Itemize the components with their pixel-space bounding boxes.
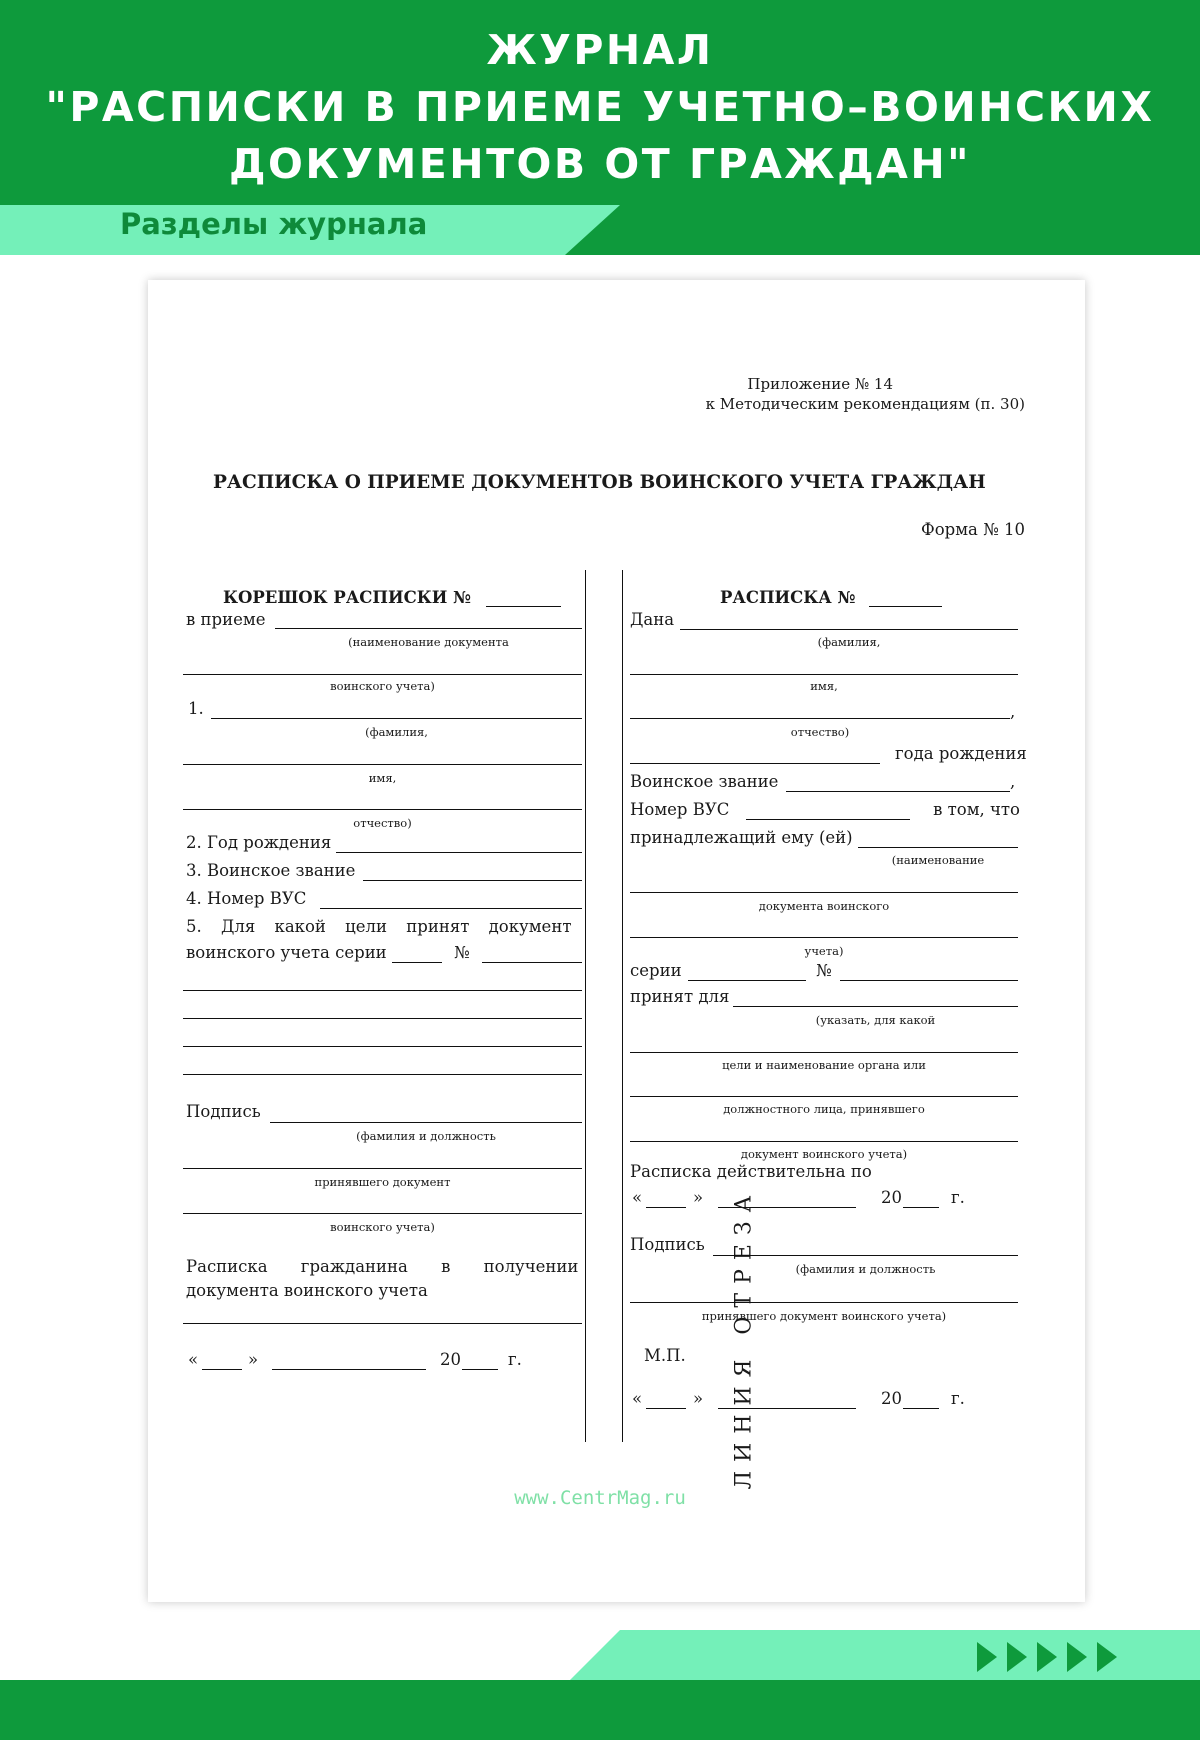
receipt-surname-field[interactable] [680, 629, 1018, 630]
receipt-rank-field[interactable] [786, 791, 1010, 792]
stub-signature-field[interactable] [270, 1122, 582, 1123]
receipt-comma-2: , [1010, 772, 1016, 791]
stub-purpose-line-4[interactable] [183, 1074, 582, 1075]
stub-vus-field[interactable] [320, 908, 582, 909]
stub-date-month-field[interactable] [272, 1369, 426, 1370]
stub-item-4: 4. Номер ВУС [186, 889, 307, 908]
next-arrows-icon[interactable] [975, 1640, 1145, 1678]
receipt-vus-label: Номер ВУС [630, 800, 730, 819]
receipt-name-field[interactable] [630, 674, 1018, 675]
stub-purpose-line-1[interactable] [183, 990, 582, 991]
receipt-date-year-field[interactable] [903, 1408, 939, 1409]
receipt-date-month-field[interactable] [718, 1408, 856, 1409]
receipt-date-day-field[interactable] [646, 1408, 686, 1409]
receipt-purpose-field-2[interactable] [630, 1096, 1018, 1097]
document-title: РАСПИСКА О ПРИЕМЕ ДОКУМЕНТОВ ВОИНСКОГО УЧЕТА ГРАЖДАН [213, 472, 986, 493]
stub-doc-name-field-2[interactable] [183, 674, 582, 675]
stub-date-year: 20 [440, 1350, 461, 1369]
receipt-purpose-field-3[interactable] [630, 1141, 1018, 1142]
receipt-hint-accepted-full: принявшего документ воинского учета) [701, 1309, 947, 1323]
stub-doc-name-field[interactable] [275, 628, 582, 629]
page-title [0, 22, 1200, 193]
stub-number-sign: № [454, 943, 470, 962]
cut-line-label: ЛИНИЯ ОТРЕЗА [731, 1186, 757, 1490]
stub-name-field[interactable] [183, 764, 582, 765]
stub-date-year-field[interactable] [462, 1369, 498, 1370]
receipt-vus-field[interactable] [746, 819, 910, 820]
stub-hint-patronymic: отчество) [353, 816, 412, 830]
receipt-doc-number-field[interactable] [840, 980, 1018, 981]
receipt-date-year: 20 [881, 1389, 902, 1408]
receipt-heading: РАСПИСКА № [720, 588, 856, 607]
stub-item-3: 3. Воинское звание [186, 861, 356, 880]
stub-doc-number-field[interactable] [482, 962, 582, 963]
receipt-patronymic-field[interactable] [630, 718, 1010, 719]
stub-date-open: « [188, 1350, 199, 1369]
receipt-doc-field-2[interactable] [630, 937, 1018, 938]
stub-date-g: г. [508, 1350, 522, 1369]
receipt-comma-1: , [1010, 702, 1016, 721]
stub-patronymic-field[interactable] [183, 809, 582, 810]
cut-line-left [585, 570, 586, 1442]
stub-number-field[interactable] [486, 606, 561, 607]
receipt-accepted-for-field[interactable] [733, 1006, 1018, 1007]
form-number: Форма № 10 [921, 520, 1025, 539]
receipt-number-field[interactable] [869, 606, 942, 607]
receipt-hint-patronymic: отчество) [790, 725, 850, 739]
stub-hint-name: имя, [368, 771, 397, 785]
receipt-birth-year-label: года рождения [895, 744, 1027, 763]
receipt-hint-name: имя, [810, 679, 838, 693]
stub-surname-field[interactable] [211, 718, 582, 719]
receipt-stamp: М.П. [644, 1346, 686, 1365]
receipt-hint-naming: (наименование [891, 853, 985, 867]
receipt-valid-day-field[interactable] [646, 1207, 686, 1208]
receipt-birth-year-field[interactable] [630, 763, 880, 764]
section-label: Разделы журнала [120, 207, 428, 241]
stub-series-field[interactable] [392, 962, 442, 963]
receipt-hint-surname: (фамилия, [817, 635, 881, 649]
title-line-3: ДОКУМЕНТОВ ОТ ГРАЖДАН" [228, 140, 972, 188]
stub-hint-doc-name: (наименование документа [348, 635, 509, 649]
stub-item-5-line-1: 5. Для какой цели принят документ [186, 917, 572, 936]
receipt-valid-month-field[interactable] [718, 1207, 856, 1208]
stub-purpose-line-3[interactable] [183, 1046, 582, 1047]
receipt-date-close: » [693, 1389, 704, 1408]
receipt-valid-date-open: « [632, 1188, 643, 1207]
receipt-hint-acc: учета) [804, 944, 844, 958]
receipt-series-field[interactable] [688, 980, 806, 981]
stub-hint-accepted-doc: принявшего документ [314, 1175, 451, 1189]
stub-date-close: » [248, 1350, 259, 1369]
receipt-hint-doc-mil: документа воинского [758, 899, 890, 913]
receipt-valid-date-close: » [693, 1188, 704, 1207]
stub-rank-field[interactable] [363, 880, 582, 881]
stub-hint-mil-acc: воинского учета) [330, 679, 435, 693]
stub-hint-mil-acc-2: воинского учета) [330, 1220, 435, 1234]
document-page [148, 280, 1085, 1602]
receipt-date-open: « [632, 1389, 643, 1408]
appendix-line-2: к Методическим рекомендациям (п. 30) [705, 395, 1025, 413]
stub-heading: КОРЕШОК РАСПИСКИ № [223, 588, 471, 607]
footer-bar [0, 1680, 1200, 1740]
receipt-valid-until: Расписка действительна по [630, 1162, 872, 1181]
receipt-signature-label: Подпись [630, 1235, 705, 1254]
stub-birth-year-field[interactable] [336, 852, 582, 853]
receipt-valid-g: г. [951, 1188, 965, 1207]
stub-item-2: 2. Год рождения [186, 833, 332, 852]
receipt-in-that: в том, что [933, 800, 1020, 819]
stub-mil-acc-field[interactable] [183, 1213, 582, 1214]
stub-in-receipt: в приеме [186, 610, 266, 629]
receipt-given: Дана [630, 610, 675, 629]
receipt-number-sign: № [816, 961, 832, 980]
stub-item-1: 1. [188, 699, 204, 718]
stub-receipt-signature-field[interactable] [183, 1323, 582, 1324]
stub-accepted-doc-field[interactable] [183, 1168, 582, 1169]
receipt-signature-field[interactable] [713, 1255, 1018, 1256]
receipt-hint-name-position: (фамилия и должность [795, 1262, 936, 1276]
receipt-rank-label: Воинское звание [630, 772, 779, 791]
receipt-hint-doc-acc: документ воинского учета) [740, 1147, 908, 1161]
stub-hint-name-position: (фамилия и должность [356, 1129, 496, 1143]
receipt-purpose-field-1[interactable] [630, 1052, 1018, 1053]
stub-receipt-line-1: Расписка гражданина в получении [186, 1257, 579, 1276]
receipt-accepted-for-label: принят для [630, 987, 730, 1006]
stub-purpose-line-2[interactable] [183, 1018, 582, 1019]
stub-receipt-line-2: документа воинского учета [186, 1281, 428, 1300]
stub-date-day-field[interactable] [202, 1369, 242, 1370]
receipt-series-label: серии [630, 961, 682, 980]
receipt-valid-year: 20 [881, 1188, 902, 1207]
receipt-doc-field-1[interactable] [630, 892, 1018, 893]
receipt-valid-year-field[interactable] [903, 1207, 939, 1208]
receipt-date-g: г. [951, 1389, 965, 1408]
title-line-2: "РАСПИСКИ В ПРИЕМЕ УЧЕТНО–ВОИНСКИХ [45, 83, 1155, 131]
receipt-hint-purpose: цели и наименование органа или [722, 1058, 926, 1072]
receipt-hint-official: должностного лица, принявшего [723, 1102, 925, 1116]
watermark: www.CentrMag.ru [514, 1487, 686, 1509]
stub-item-5-line-2: воинского учета серии [186, 943, 387, 962]
title-line-1: ЖУРНАЛ [486, 26, 714, 74]
stub-signature-label: Подпись [186, 1102, 261, 1121]
stub-hint-surname: (фамилия, [365, 725, 428, 739]
receipt-accepted-full-field[interactable] [630, 1302, 1018, 1303]
receipt-belonging-field[interactable] [858, 847, 1018, 848]
receipt-belonging-label: принадлежащий ему (ей) [630, 828, 853, 847]
appendix-line-1: Приложение № 14 [747, 375, 893, 393]
cut-line-right [622, 570, 623, 1442]
receipt-hint-specify: (указать, для какой [815, 1013, 936, 1027]
